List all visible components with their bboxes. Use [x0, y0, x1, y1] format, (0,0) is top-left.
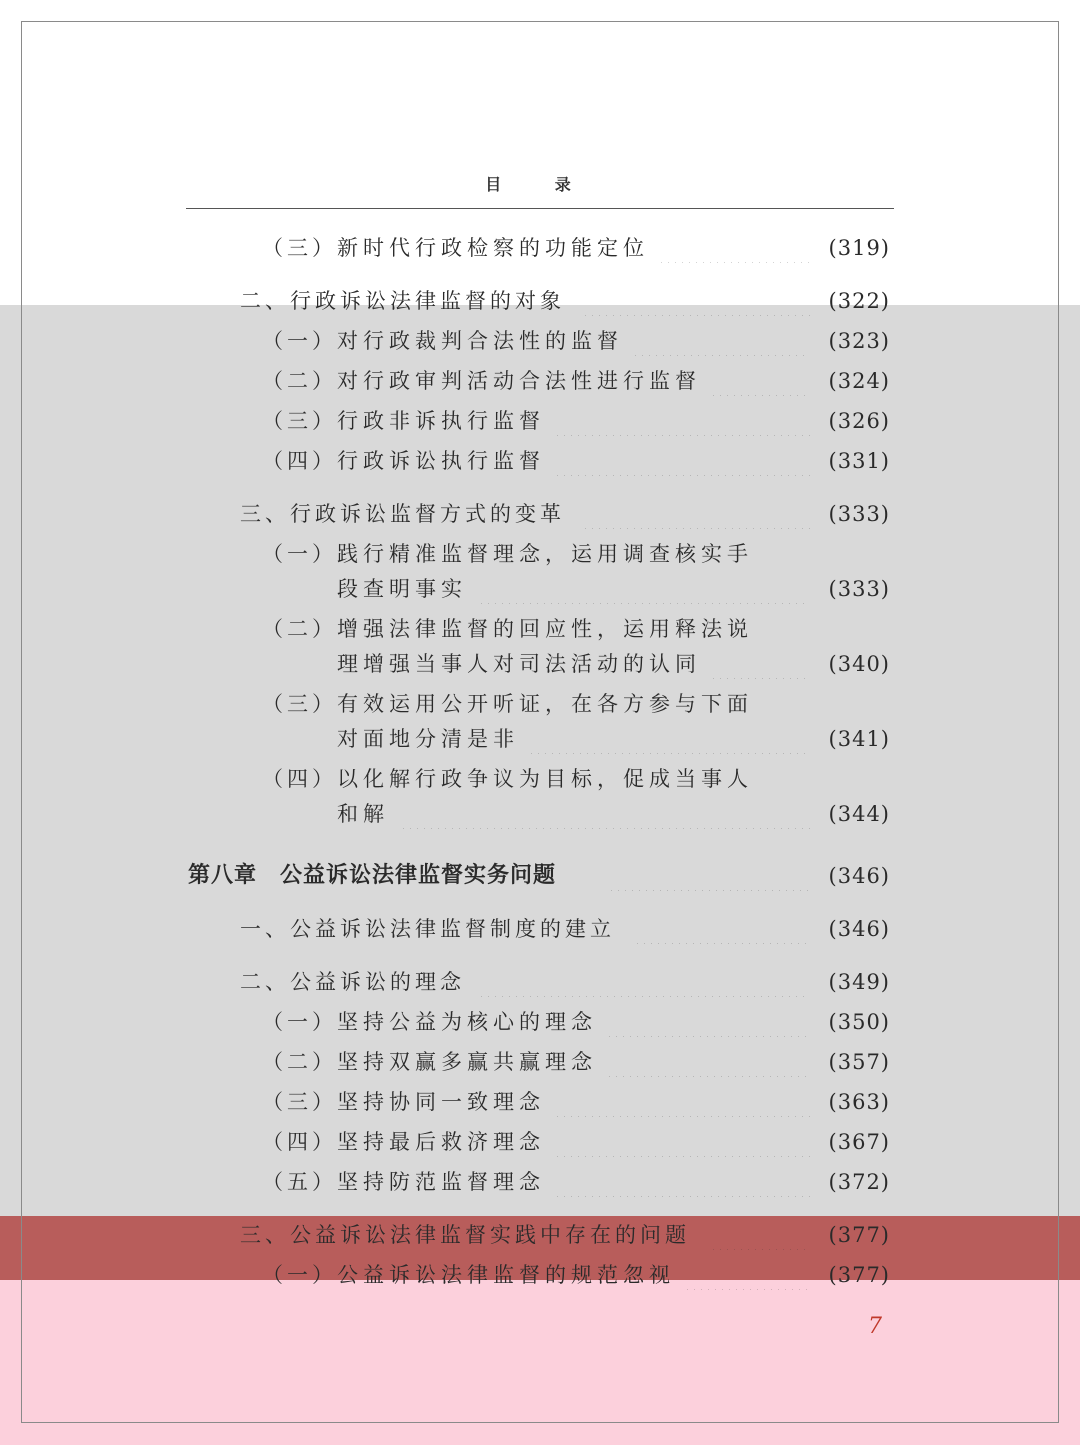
dot-leader	[554, 1127, 810, 1157]
toc-entry	[0, 233, 1080, 273]
dot-leader	[554, 446, 810, 476]
entry-marker: （二）	[262, 1050, 337, 1074]
dot-leader	[478, 967, 810, 997]
entry-label: 三、公益诉讼法律监督实践中存在的问题	[240, 1223, 690, 1247]
entry-label: 增强法律监督的回应性，运用释法说	[337, 617, 753, 641]
dot-leader	[400, 799, 810, 829]
dot-leader	[684, 1260, 810, 1290]
entry-marker: （三）	[262, 692, 337, 716]
toc-entry	[0, 1127, 1080, 1167]
toc-entry	[0, 1007, 1080, 1047]
dot-leader	[554, 1167, 810, 1197]
running-head: 目 录	[485, 175, 595, 194]
entry-label: 二、公益诉讼的理念	[240, 970, 465, 994]
entry-page-number: (324)	[828, 369, 890, 393]
page-folio-number: 7	[868, 1314, 882, 1339]
dot-leader	[478, 574, 810, 604]
dot-leader	[710, 366, 810, 396]
dot-leader	[634, 914, 810, 944]
dot-leader	[710, 1220, 810, 1250]
entry-page-number: (349)	[828, 970, 890, 994]
toc-entry	[0, 1087, 1080, 1127]
toc-entry	[0, 366, 1080, 406]
entry-label-continued: 和解	[337, 802, 389, 826]
entry-label: 坚持最后救济理念	[337, 1130, 545, 1154]
entry-marker: （三）	[262, 1090, 337, 1114]
entry-page-number: (346)	[828, 917, 890, 941]
dot-leader	[658, 233, 810, 263]
entry-page-number: (333)	[828, 577, 890, 601]
toc-entry	[0, 914, 1080, 954]
toc-entry	[0, 1260, 1080, 1300]
header-rule	[186, 208, 894, 209]
entry-marker: （一）	[262, 329, 337, 353]
entry-marker: （四）	[262, 449, 337, 473]
entry-label: 对行政裁判合法性的监督	[337, 329, 623, 353]
entry-marker: （五）	[262, 1170, 337, 1194]
entry-page-number: (326)	[828, 409, 890, 433]
entry-label: 二、行政诉讼法律监督的对象	[240, 289, 565, 313]
toc-entry	[0, 1047, 1080, 1087]
toc-entry	[0, 539, 1080, 614]
entry-label: 坚持防范监督理念	[337, 1170, 545, 1194]
entry-label: 以化解行政争议为目标，促成当事人	[337, 767, 753, 791]
toc-entry	[0, 614, 1080, 689]
entry-marker: （二）	[262, 369, 337, 393]
entry-page-number: (333)	[828, 502, 890, 526]
dot-leader	[606, 1007, 810, 1037]
entry-page-number: (363)	[828, 1090, 890, 1114]
toc-entry	[0, 446, 1080, 486]
dot-leader	[554, 406, 810, 436]
entry-label: 有效运用公开听证，在各方参与下面	[337, 692, 753, 716]
toc-entry	[0, 1167, 1080, 1207]
dot-leader	[582, 499, 810, 529]
entry-label: 一、公益诉讼法律监督制度的建立	[240, 917, 615, 941]
dot-leader	[528, 724, 810, 754]
toc-entry-chapter	[0, 861, 1080, 901]
entry-page-number: (377)	[828, 1223, 890, 1247]
entry-marker: （一）	[262, 1010, 337, 1034]
entry-page-number: (323)	[828, 329, 890, 353]
entry-label: 三、行政诉讼监督方式的变革	[240, 502, 565, 526]
entry-page-number: (346)	[828, 864, 890, 888]
dot-leader	[554, 1087, 810, 1117]
entry-marker: （一）	[262, 542, 337, 566]
entry-marker: （一）	[262, 1263, 337, 1287]
entry-page-number: (350)	[828, 1010, 890, 1034]
entry-label-continued: 段查明事实	[337, 577, 467, 601]
entry-marker: （四）	[262, 1130, 337, 1154]
chapter-title: 第八章 公益诉讼法律监督实务问题	[188, 863, 557, 888]
entry-page-number: (367)	[828, 1130, 890, 1154]
entry-label: 行政诉讼执行监督	[337, 449, 545, 473]
entry-page-number: (357)	[828, 1050, 890, 1074]
entry-label: 对行政审判活动合法性进行监督	[337, 369, 701, 393]
entry-page-number: (372)	[828, 1170, 890, 1194]
entry-label: 坚持双赢多赢共赢理念	[337, 1050, 597, 1074]
entry-page-number: (344)	[828, 802, 890, 826]
entry-label: 行政非诉执行监督	[337, 409, 545, 433]
entry-label-continued: 理增强当事人对司法活动的认同	[337, 652, 701, 676]
toc-entry	[0, 326, 1080, 366]
entry-label: 坚持协同一致理念	[337, 1090, 545, 1114]
dot-leader	[608, 861, 810, 891]
entry-label: 新时代行政检察的功能定位	[337, 236, 649, 260]
entry-marker: （二）	[262, 617, 337, 641]
entry-page-number: (377)	[828, 1263, 890, 1287]
dot-leader	[606, 1047, 810, 1077]
entry-page-number: (341)	[828, 727, 890, 751]
entry-page-number: (340)	[828, 652, 890, 676]
toc-entry	[0, 406, 1080, 446]
entry-label: 践行精准监督理念，运用调查核实手	[337, 542, 753, 566]
toc-entry	[0, 1220, 1080, 1260]
toc-entry	[0, 764, 1080, 839]
dot-leader	[710, 649, 810, 679]
entry-label: 公益诉讼法律监督的规范忽视	[337, 1263, 675, 1287]
dot-leader	[632, 326, 810, 356]
entry-marker: （三）	[262, 236, 337, 260]
entry-page-number: (331)	[828, 449, 890, 473]
entry-label-continued: 对面地分清是非	[337, 727, 519, 751]
entry-marker: （三）	[262, 409, 337, 433]
toc-entry	[0, 286, 1080, 326]
entry-page-number: (319)	[828, 236, 890, 260]
toc-entry	[0, 689, 1080, 764]
entry-label: 坚持公益为核心的理念	[337, 1010, 597, 1034]
entry-marker: （四）	[262, 767, 337, 791]
dot-leader	[582, 286, 810, 316]
entry-page-number: (322)	[828, 289, 890, 313]
toc-entry	[0, 967, 1080, 1007]
toc-entry	[0, 499, 1080, 539]
